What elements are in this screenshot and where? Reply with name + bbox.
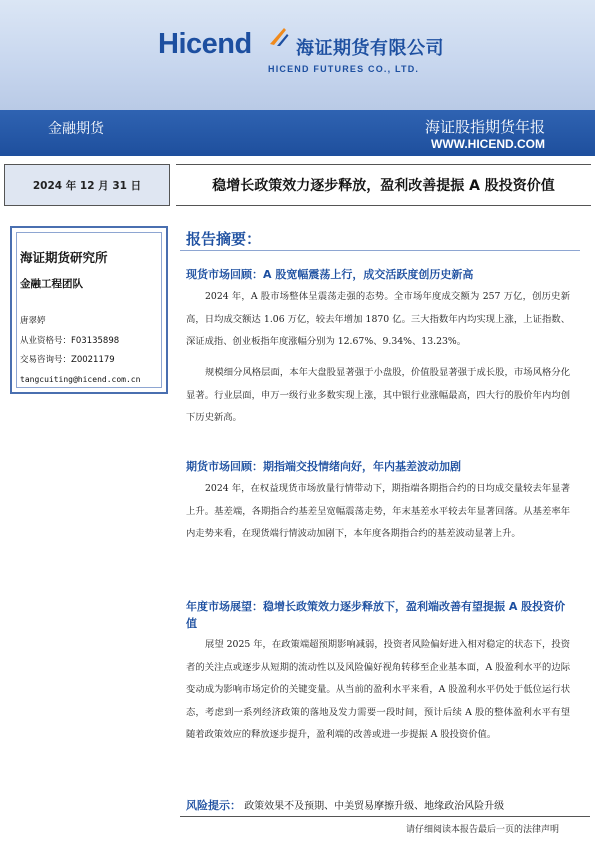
analyst-info-box: [10, 226, 168, 394]
analyst-name: 唐翠婷: [20, 316, 46, 326]
footer-divider: [180, 816, 590, 817]
paragraph-outlook-1: 展望 2025 年，在政策端超预期影响减弱，投资者风险偏好进入相对稳定的状态下，投资者的关注点或逐步从短期的流动性以及风险偏好视角转移至企业基本面，A 股盈利水平的边际变动成为影响市场定价的关键变量。从当前的盈利水平来看，A 股盈利水平仍处于低位运行状态，考虑到一系列经济政策的落地及发力需要一段时间，预计后续 A 股的整体盈利水平有望随着政策效应的释放逐步提升，盈利端的改善或进一步提振 A 股投资价值。: [186, 639, 570, 740]
logo-english-name: HICEND FUTURES CO., LTD.: [268, 64, 420, 74]
qualification-number: 从业资格号：F03135898: [20, 336, 120, 346]
institute-name: 海证期货研究所: [20, 250, 108, 265]
paragraph-spot-2: 规模细分风格层面，本年大盘股显著强于小盘股，价值股显著强于成长股，市场风格分化显著。行业层面，申万一级行业多数实现上涨，其中银行业涨幅最高，四大行的股价年内均创下历史新高。: [186, 367, 570, 423]
website-link[interactable]: WWW.HICEND.COM: [431, 137, 545, 151]
paragraph-spot-1: 2024 年，A 股市场整体呈震荡走强的态势。全市场年度成交额为 257 万亿，创历史新高，日均成交额达 1.06 万亿，较去年增加 1870 亿。三大指数年内均实现上涨，上证指数、深证成指、创业板指年度涨幅分别为 12.67%、9.34%、13.23%。: [186, 291, 570, 347]
analyst-email[interactable]: tangcuiting@hicend.com.cn: [20, 375, 141, 384]
report-type-title: 海证股指期货年报: [424, 118, 545, 136]
paragraph-futures-1: 2024 年，在权益现货市场放量行情带动下，期指端各期指合约的日均成交量较去年显著上升。基差端，各期指合约基差呈宽幅震荡走势，年末基差水平较去年显著回落。从基差率年内走势来看，在现货端行情波动加剧下，本年度各期指合约的基差波动显著上升。: [186, 483, 570, 539]
risk-text: 政策效果不及预期、中美贸易摩擦升级、地缘政治风险升级: [244, 801, 505, 812]
section-title-outlook: 年度市场展望：稳增长政策效力逐步释放下，盈利端改善有望提振 A 股投资价值: [186, 600, 566, 630]
risk-warning: [186, 797, 576, 813]
legal-notice: 请仔细阅读本报告最后一页的法律声明: [405, 825, 559, 835]
logo-mark-icon: [264, 24, 290, 50]
category-label: 金融期货: [48, 121, 104, 137]
section-title-futures-review: 期货市场回顾：期指端交投情绪向好，年内基差波动加剧: [186, 460, 461, 473]
logo-chinese-name: 海证期货有限公司: [296, 38, 444, 59]
consult-number: 交易咨询号：Z0021179: [20, 355, 115, 365]
header-banner: [0, 0, 595, 110]
section-title-spot-review: 现货市场回顾：A 股宽幅震荡上行，成交活跃度创历史新高: [186, 268, 474, 281]
report-date: 2024 年 12 月 31 日: [4, 164, 170, 206]
team-name: 金融工程团队: [20, 278, 83, 290]
company-logo[interactable]: [158, 24, 448, 82]
summary-heading: 报告摘要：: [186, 230, 262, 248]
risk-label: 风险提示：: [186, 799, 241, 812]
report-title: 稳增长政策效力逐步释放，盈利改善提振 A 股投资价值: [176, 164, 591, 206]
category-band: [0, 110, 595, 156]
logo-brand-text: Hicend: [158, 28, 252, 60]
summary-divider: [180, 250, 580, 251]
